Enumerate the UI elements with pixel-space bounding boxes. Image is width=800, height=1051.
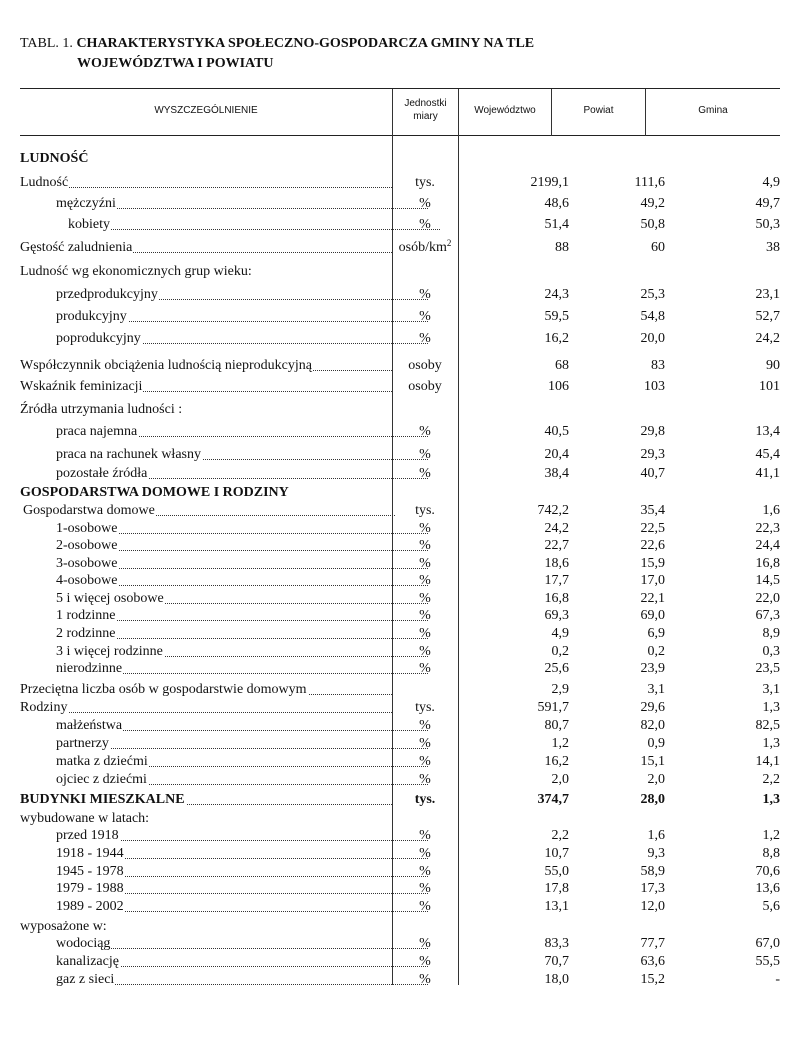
row-unit: %: [419, 556, 431, 571]
value-powiat: 29,6: [640, 700, 665, 715]
value-powiat: 35,4: [640, 503, 665, 518]
row-label: [20, 643, 428, 661]
table-row: [20, 827, 780, 845]
table-row: [20, 357, 780, 375]
row-unit: %: [419, 718, 431, 733]
leader-dots: [68, 229, 440, 230]
row-label-text: 1 rodzinne: [56, 608, 116, 623]
value-gmina: 1,3: [762, 792, 780, 807]
row-label-text: Ludność wg ekonomicznych grup wieku:: [20, 264, 252, 279]
leader-dots: [20, 187, 392, 188]
header-powiat: Powiat: [583, 105, 614, 116]
value-gmina: 13,6: [755, 881, 780, 896]
header-description: WYSZCZEGÓLNIENIE: [154, 105, 258, 116]
value-powiat: 50,8: [640, 217, 665, 232]
row-unit: %: [419, 899, 431, 914]
row-label: [20, 845, 428, 863]
value-wojewodztwo: 22,7: [544, 538, 569, 553]
table-row: [20, 423, 780, 441]
row-label-text: wybudowane w latach:: [20, 811, 150, 826]
value-powiat: 12,0: [640, 899, 665, 914]
row-label: [20, 401, 392, 419]
row-label: [20, 971, 428, 989]
value-wojewodztwo: 70,7: [544, 954, 569, 969]
value-gmina: 22,0: [755, 591, 780, 606]
table-row: [20, 643, 780, 661]
row-label: [20, 150, 392, 168]
row-label-text: Źródła utrzymania ludności :: [20, 402, 183, 417]
value-gmina: 45,4: [755, 447, 780, 462]
row-label: [20, 607, 428, 625]
row-unit: %: [419, 954, 431, 969]
table-row: [20, 791, 780, 809]
row-label: [20, 735, 428, 753]
row-label-text: Współczynnik obciążenia ludnością nieprodukcyjną: [20, 358, 312, 373]
row-unit: %: [419, 196, 431, 211]
value-powiat: 3,1: [647, 682, 665, 697]
row-label-text: wyposażone w:: [20, 919, 107, 934]
table-row: [20, 308, 780, 326]
row-label: [20, 239, 392, 257]
row-unit: osoby: [408, 379, 442, 394]
row-unit: %: [419, 521, 431, 536]
value-gmina: 67,3: [755, 608, 780, 623]
row-label: [20, 681, 392, 699]
table-row: [20, 446, 780, 464]
value-gmina: 16,8: [755, 556, 780, 571]
table-row: [20, 898, 780, 916]
row-label-text: mężczyźni: [56, 196, 116, 211]
value-gmina: 70,6: [755, 864, 780, 879]
row-label-text: gaz z sieci: [56, 972, 115, 987]
row-label-text: praca najemna: [56, 424, 138, 439]
header-bottom-rule: [20, 135, 780, 136]
table-row: [20, 590, 780, 608]
row-unit: %: [419, 661, 431, 676]
row-label: [20, 286, 428, 304]
table-row: [20, 378, 780, 396]
row-unit: %: [419, 447, 431, 462]
value-wojewodztwo: 59,5: [544, 309, 569, 324]
row-unit: %: [419, 538, 431, 553]
value-powiat: 15,1: [640, 754, 665, 769]
value-wojewodztwo: 13,1: [544, 899, 569, 914]
row-label-text: pozostałe źródła: [56, 466, 148, 481]
value-wojewodztwo: 38,4: [544, 466, 569, 481]
row-label-text: LUDNOŚĆ: [20, 151, 89, 166]
row-label-text: wodociąg: [56, 936, 111, 951]
row-label: [20, 953, 428, 971]
value-wojewodztwo: 25,6: [544, 661, 569, 676]
row-label-text: 1945 - 1978: [56, 864, 124, 879]
row-label-text: małżeństwa: [56, 718, 123, 733]
value-powiat: 82,0: [640, 718, 665, 733]
row-label: [20, 918, 392, 936]
value-wojewodztwo: 2,9: [551, 682, 569, 697]
value-gmina: 67,0: [755, 936, 780, 951]
table-row: [20, 150, 780, 168]
row-label: [20, 357, 392, 375]
row-label: [20, 810, 392, 828]
value-gmina: -: [775, 972, 780, 987]
row-label: [20, 699, 392, 717]
value-powiat: 25,3: [640, 287, 665, 302]
row-label: [20, 625, 428, 643]
value-powiat: 23,9: [640, 661, 665, 676]
row-label-text: 1-osobowe: [56, 521, 118, 536]
value-gmina: 24,2: [755, 331, 780, 346]
value-powiat: 29,8: [640, 424, 665, 439]
value-gmina: 4,9: [762, 175, 780, 190]
table-row: [20, 953, 780, 971]
value-wojewodztwo: 51,4: [544, 217, 569, 232]
row-unit: %: [419, 828, 431, 843]
value-wojewodztwo: 0,2: [551, 644, 569, 659]
value-powiat: 6,9: [647, 626, 665, 641]
row-unit: %: [419, 309, 431, 324]
row-label-text: Gęstość zaludnienia: [20, 240, 133, 255]
row-unit: %: [419, 936, 431, 951]
row-unit: tys.: [415, 503, 435, 518]
row-label-text: Rodziny: [20, 700, 68, 715]
value-powiat: 15,9: [640, 556, 665, 571]
value-powiat: 15,2: [640, 972, 665, 987]
value-wojewodztwo: 16,2: [544, 331, 569, 346]
row-label-text: partnerzy: [56, 736, 109, 751]
value-wojewodztwo: 55,0: [544, 864, 569, 879]
value-gmina: 0,3: [762, 644, 780, 659]
value-powiat: 22,5: [640, 521, 665, 536]
row-label-text: 3 i więcej rodzinne: [56, 644, 163, 659]
row-label-text: GOSPODARSTWA DOMOWE I RODZINY: [20, 485, 289, 500]
row-label-text: Gospodarstwa domowe: [23, 503, 155, 518]
row-label: [20, 195, 428, 213]
value-wojewodztwo: 83,3: [544, 936, 569, 951]
row-unit: %: [419, 331, 431, 346]
value-powiat: 22,1: [640, 591, 665, 606]
table-row: [20, 863, 780, 881]
value-wojewodztwo: 69,3: [544, 608, 569, 623]
row-unit: %: [419, 754, 431, 769]
value-powiat: 22,6: [640, 538, 665, 553]
row-label-text: kanalizację: [56, 954, 119, 969]
table-row: [20, 263, 780, 281]
value-powiat: 20,0: [640, 331, 665, 346]
row-label: [20, 484, 392, 502]
value-powiat: 60: [651, 240, 665, 255]
table-row: [20, 174, 780, 192]
row-label: [20, 935, 428, 953]
row-label-text: Przeciętna liczba osób w gospodarstwie domowym: [20, 682, 307, 697]
value-powiat: 40,7: [640, 466, 665, 481]
table-row: [20, 555, 780, 573]
row-label: [20, 502, 395, 520]
header-unit: Jednostki miary: [404, 98, 447, 122]
row-label: [20, 791, 392, 809]
row-unit: %: [419, 772, 431, 787]
leader-dots: [56, 748, 428, 749]
row-label: [20, 216, 440, 234]
row-label-text: przedprodukcyjny: [56, 287, 158, 302]
value-gmina: 5,6: [762, 899, 780, 914]
table-row: [20, 845, 780, 863]
value-wojewodztwo: 1,2: [551, 736, 569, 751]
table-row: [20, 520, 780, 538]
value-wojewodztwo: 20,4: [544, 447, 569, 462]
row-label-text: przed 1918: [56, 828, 119, 843]
value-gmina: 1,3: [762, 736, 780, 751]
table-row: [20, 660, 780, 678]
leader-dots: [56, 948, 428, 949]
row-label-text: nierodzinne: [56, 661, 123, 676]
table-row: [20, 753, 780, 771]
title-line-2: WOJEWÓDZTWA I POWIATU: [77, 56, 274, 71]
value-wojewodztwo: 591,7: [537, 700, 569, 715]
value-powiat: 54,8: [640, 309, 665, 324]
value-powiat: 1,6: [647, 828, 665, 843]
header-gmina: Gmina: [698, 105, 728, 116]
row-label-text: kobiety: [68, 217, 110, 232]
row-label: [20, 880, 428, 898]
table-row: [20, 572, 780, 590]
value-wojewodztwo: 374,7: [537, 792, 569, 807]
value-gmina: 1,6: [762, 503, 780, 518]
value-powiat: 69,0: [640, 608, 665, 623]
table-row: [20, 330, 780, 348]
row-label-text: Wskaźnik feminizacji: [20, 379, 143, 394]
row-label: [20, 717, 428, 735]
row-unit: osób/$km^2$: [398, 238, 452, 255]
value-wojewodztwo: 10,7: [544, 846, 569, 861]
table-row: [20, 699, 780, 717]
value-gmina: 55,5: [755, 954, 780, 969]
row-label: [20, 263, 392, 281]
value-gmina: 3,1: [762, 682, 780, 697]
row-label-text: poprodukcyjny: [56, 331, 141, 346]
value-powiat: 29,3: [640, 447, 665, 462]
value-wojewodztwo: 4,9: [551, 626, 569, 641]
row-label: [20, 446, 428, 464]
row-label: [20, 378, 392, 396]
value-gmina: 101: [759, 379, 780, 394]
value-gmina: 1,2: [762, 828, 780, 843]
row-label: [20, 537, 428, 555]
value-gmina: 14,5: [755, 573, 780, 588]
value-wojewodztwo: 88: [555, 240, 569, 255]
value-powiat: 0,9: [647, 736, 665, 751]
value-powiat: 17,3: [640, 881, 665, 896]
value-gmina: 50,3: [755, 217, 780, 232]
value-wojewodztwo: 18,0: [544, 972, 569, 987]
row-label: [20, 753, 428, 771]
table-row: [20, 880, 780, 898]
row-label-text: Ludność: [20, 175, 69, 190]
table-row: [20, 771, 780, 789]
row-label: [20, 308, 428, 326]
value-gmina: 13,4: [755, 424, 780, 439]
row-label: [20, 423, 428, 441]
row-label: [20, 863, 428, 881]
value-wojewodztwo: 18,6: [544, 556, 569, 571]
value-gmina: 82,5: [755, 718, 780, 733]
row-unit: %: [419, 846, 431, 861]
table-title: [20, 34, 534, 74]
row-unit: %: [419, 608, 431, 623]
table-row: [20, 607, 780, 625]
table-row: [20, 681, 780, 699]
table-row: [20, 735, 780, 753]
row-unit: %: [419, 864, 431, 879]
value-gmina: 38: [766, 240, 780, 255]
value-powiat: 83: [651, 358, 665, 373]
row-label-text: BUDYNKI MIESZKALNE: [20, 792, 185, 807]
row-label: [20, 174, 392, 192]
value-wojewodztwo: 24,3: [544, 287, 569, 302]
value-wojewodztwo: 24,2: [544, 521, 569, 536]
value-wojewodztwo: 2,0: [551, 772, 569, 787]
row-label-text: ojciec z dziećmi: [56, 772, 147, 787]
row-label: [20, 465, 428, 483]
value-gmina: 49,7: [755, 196, 780, 211]
value-wojewodztwo: 17,8: [544, 881, 569, 896]
value-wojewodztwo: 68: [555, 358, 569, 373]
row-unit: osoby: [408, 358, 442, 373]
table-row: [20, 918, 780, 936]
value-wojewodztwo: 40,5: [544, 424, 569, 439]
table-row: [20, 401, 780, 419]
value-wojewodztwo: 80,7: [544, 718, 569, 733]
value-gmina: 14,1: [755, 754, 780, 769]
value-powiat: 111,6: [634, 175, 665, 190]
row-unit: %: [419, 424, 431, 439]
row-label: [20, 660, 428, 678]
row-unit: tys.: [414, 792, 436, 807]
table-row: [20, 502, 780, 520]
row-unit: %: [419, 881, 431, 896]
row-unit: %: [419, 644, 431, 659]
value-wojewodztwo: 742,2: [537, 503, 569, 518]
row-label: [20, 520, 428, 538]
value-wojewodztwo: 16,2: [544, 754, 569, 769]
table-row: [20, 717, 780, 735]
row-label: [20, 572, 428, 590]
value-gmina: 1,3: [762, 700, 780, 715]
value-wojewodztwo: 106: [548, 379, 569, 394]
row-label-text: 1918 - 1944: [56, 846, 124, 861]
table-row: [20, 935, 780, 953]
row-label-text: 4-osobowe: [56, 573, 118, 588]
row-label: [20, 898, 428, 916]
value-powiat: 77,7: [640, 936, 665, 951]
table-row: [20, 465, 780, 483]
table-row: [20, 625, 780, 643]
value-powiat: 0,2: [647, 644, 665, 659]
value-gmina: 23,5: [755, 661, 780, 676]
value-gmina: 22,3: [755, 521, 780, 536]
row-label-text: 2-osobowe: [56, 538, 118, 553]
value-powiat: 58,9: [640, 864, 665, 879]
value-wojewodztwo: 2,2: [551, 828, 569, 843]
value-wojewodztwo: 17,7: [544, 573, 569, 588]
row-label-text: produkcyjny: [56, 309, 127, 324]
table-row: [20, 810, 780, 828]
value-powiat: 17,0: [640, 573, 665, 588]
row-unit: %: [419, 591, 431, 606]
table-row: [20, 971, 780, 989]
row-label: [20, 827, 428, 845]
row-label-text: praca na rachunek własny: [56, 447, 201, 462]
row-unit: %: [419, 573, 431, 588]
value-gmina: 41,1: [755, 466, 780, 481]
row-label: [20, 590, 428, 608]
value-gmina: 23,1: [755, 287, 780, 302]
value-powiat: 63,6: [640, 954, 665, 969]
table-row: [20, 537, 780, 555]
value-wojewodztwo: 48,6: [544, 196, 569, 211]
row-unit: %: [419, 466, 431, 481]
value-gmina: 52,7: [755, 309, 780, 324]
row-unit: %: [419, 217, 431, 232]
row-label: [20, 555, 428, 573]
value-powiat: 49,2: [640, 196, 665, 211]
row-label-text: 1989 - 2002: [56, 899, 124, 914]
table-number: TABL. 1.: [20, 36, 73, 51]
value-wojewodztwo: 2199,1: [530, 175, 569, 190]
leader-dots: [20, 712, 392, 713]
title-line-1: CHARAKTERYSTYKA SPOŁECZNO-GOSPODARCZA GMINY NA TLE: [76, 36, 535, 51]
value-gmina: 8,9: [762, 626, 780, 641]
row-label-text: 3-osobowe: [56, 556, 118, 571]
row-unit: %: [419, 736, 431, 751]
table-row: [20, 195, 780, 213]
row-label-text: 1979 - 1988: [56, 881, 124, 896]
row-label-text: 2 rodzinne: [56, 626, 116, 641]
value-gmina: 90: [766, 358, 780, 373]
value-gmina: 2,2: [762, 772, 780, 787]
table-row: [20, 484, 780, 502]
row-unit: tys.: [415, 700, 435, 715]
row-unit: %: [419, 287, 431, 302]
table-row: [20, 216, 780, 234]
value-gmina: 24,4: [755, 538, 780, 553]
table-top-rule: [20, 88, 780, 89]
row-unit: %: [419, 972, 431, 987]
row-label-text: 5 i więcej osobowe: [56, 591, 164, 606]
value-powiat: 9,3: [647, 846, 665, 861]
row-label-text: matka z dziećmi: [56, 754, 148, 769]
row-label: [20, 771, 428, 789]
value-powiat: 2,0: [647, 772, 665, 787]
header-wojewodztwo: Województwo: [474, 105, 536, 116]
row-label: [20, 330, 428, 348]
value-powiat: 103: [644, 379, 665, 394]
value-gmina: 8,8: [762, 846, 780, 861]
table-row: [20, 239, 780, 257]
value-wojewodztwo: 16,8: [544, 591, 569, 606]
row-unit: %: [419, 626, 431, 641]
table-row: [20, 286, 780, 304]
row-unit: tys.: [415, 175, 435, 190]
value-powiat: 28,0: [640, 792, 665, 807]
